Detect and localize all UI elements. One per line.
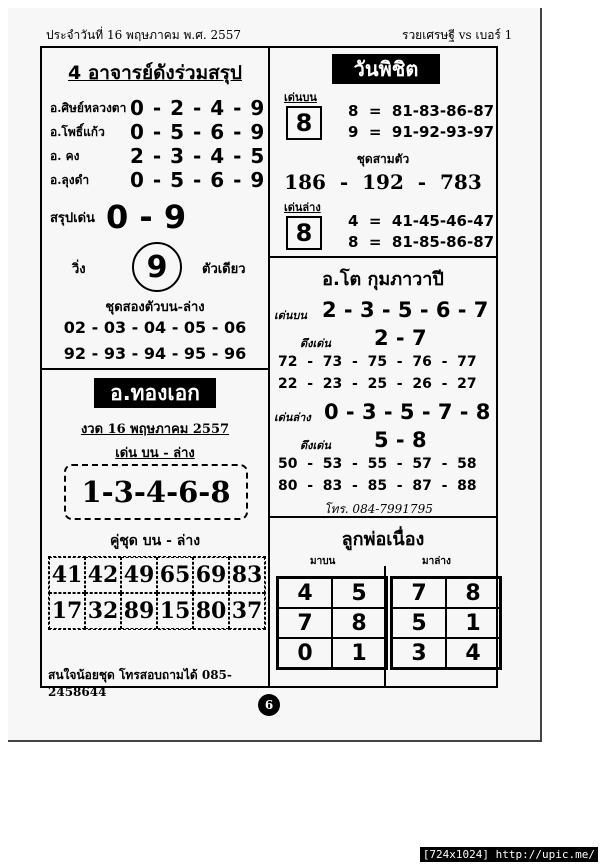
top-line-2: 9 = 91-92-93-97 (348, 123, 495, 141)
summary-label: สรุปเด่น (50, 210, 95, 226)
bottom-pick-label: ดึงเด่น (300, 439, 331, 452)
pairs-label: คู่ชุด บน - ล่าง (109, 533, 201, 549)
single-digit-circle (132, 242, 182, 292)
teacher-name: อ.ศิษย์หลวงตา (50, 100, 127, 115)
three-value: 186 - 192 - 783 (284, 170, 482, 194)
teacher-digits: 0 - 5 - 6 - 9 (130, 168, 266, 192)
right-mid-panel (268, 256, 498, 518)
right-bottom-title: ลูกพ่อเนื่อง (341, 529, 425, 550)
right-mid-title: อ.โต กุมภาวาปี (322, 269, 444, 290)
pair-cell: 83 (229, 557, 265, 593)
summary-value: 0 - 9 (106, 198, 187, 236)
pair-cell: 17 (49, 593, 85, 629)
grid-cell: 7 (392, 578, 446, 608)
grid-cell: 5 (332, 578, 386, 608)
right-label: มาล่าง (422, 556, 451, 567)
left-top-title: 4 อาจารย์ดังร่วมสรุป (68, 62, 242, 84)
pair-cell: 37 (229, 593, 265, 629)
pair-cell: 49 (121, 557, 157, 593)
teacher-digits: 2 - 3 - 4 - 5 (130, 144, 266, 168)
grid-cell: 8 (332, 608, 386, 638)
lead-label: เด่น บน - ล่าง (115, 446, 195, 461)
bottom-line-2: 8 = 81-85-86-87 (348, 233, 495, 251)
page-number: 6 (258, 694, 280, 716)
grid-cell: 1 (446, 608, 500, 638)
lead-value-box (64, 464, 248, 520)
grid-cell: 3 (392, 638, 446, 668)
right-bottom-panel (268, 516, 498, 688)
right-top-panel (268, 46, 498, 258)
bottom-row-2: 80 - 83 - 85 - 87 - 88 (278, 478, 477, 494)
left-bottom-panel (40, 368, 270, 699)
top-row-2: 22 - 23 - 25 - 26 - 27 (278, 376, 477, 392)
pairs-row-1: 02 - 03 - 04 - 05 - 06 (63, 318, 247, 337)
bottom-line-1: 4 = 41-45-46-47 (348, 212, 495, 230)
pair-cell: 89 (121, 593, 157, 629)
draw-date: งวด 16 พฤษภาคม 2557 (80, 422, 230, 437)
teacher-digits: 0 - 2 - 4 - 9 (130, 96, 266, 120)
right-grid (390, 576, 502, 670)
top-row-1: 72 - 73 - 75 - 76 - 77 (278, 354, 477, 370)
grid-cell: 8 (446, 578, 500, 608)
header-publication: รวยเศรษฐี vs เบอร์ 1 (402, 28, 513, 42)
summary-row (50, 198, 186, 236)
top-label: เด่นบน (274, 309, 307, 322)
teacher-row (50, 144, 265, 168)
teacher-row (50, 168, 265, 192)
bottom-pick: 5 - 8 (374, 428, 427, 452)
teacher-name: อ. คง (50, 148, 80, 163)
left-bottom-title: อ.ทองเอก (94, 378, 216, 408)
bottom-label: เด่นล่าง (274, 411, 311, 424)
bottom-box (286, 216, 322, 250)
lead-value: 1-3-4-6-8 (81, 475, 231, 509)
pairs-label: ชุดสองตัวบน-ล่าง (105, 300, 205, 315)
left-top-panel (40, 46, 270, 370)
pair-cell: 15 (157, 593, 193, 629)
top-box-value: 8 (295, 109, 313, 137)
pair-cell: 65 (157, 557, 193, 593)
top-box (286, 106, 322, 140)
grid-cell: 5 (392, 608, 446, 638)
bottom-box-value: 8 (295, 219, 313, 247)
teacher-row (50, 96, 265, 120)
bottom-row-1: 50 - 53 - 55 - 57 - 58 (278, 456, 477, 472)
pair-cell: 42 (85, 557, 121, 593)
phone: โทร. 084-7991795 (324, 502, 433, 516)
grid-cell: 4 (446, 638, 500, 668)
grid-cell: 1 (332, 638, 386, 668)
top-label: เด่นบน (284, 91, 317, 104)
three-label: ชุดสามตัว (356, 152, 410, 166)
single-value: 9 (146, 249, 168, 285)
grid-cell: 0 (278, 638, 332, 668)
pairs-grid (48, 556, 266, 630)
pair-cell: 80 (193, 593, 229, 629)
teacher-name: อ.ลุงดำ (50, 172, 90, 187)
grid-cell: 4 (278, 578, 332, 608)
pair-cell: 69 (193, 557, 229, 593)
grid-cell: 7 (278, 608, 332, 638)
image-host-footer: [724x1024] http://upic.me/ (420, 847, 598, 862)
top-line-1: 8 = 81-83-86-87 (348, 102, 495, 120)
top-pick-label: ดึงเด่น (300, 337, 331, 350)
pair-cell: 41 (49, 557, 85, 593)
teacher-row (50, 120, 265, 144)
teacher-name: อ.โพธิ์แก้ว (50, 124, 105, 139)
contact-line: สนใจน้อยชุด โทรสอบถามได้ 085-2458644 (48, 668, 232, 699)
right-top-title: วันพิชิต (332, 54, 440, 84)
run-label: วิ่ง (72, 262, 86, 277)
pairs-row-2: 92 - 93 - 94 - 95 - 96 (63, 344, 247, 363)
left-label: มาบน (310, 556, 336, 567)
left-grid (276, 576, 388, 670)
pair-cell: 32 (85, 593, 121, 629)
top-pick: 2 - 7 (374, 326, 427, 350)
bottom-digits: 0 - 3 - 5 - 7 - 8 (324, 400, 491, 424)
single-label: ตัวเดียว (202, 262, 246, 277)
header-date: ประจำวันที่ 16 พฤษภาคม พ.ศ. 2557 (46, 28, 242, 42)
bottom-label: เด่นล่าง (284, 201, 321, 214)
teacher-digits: 0 - 5 - 6 - 9 (130, 120, 266, 144)
top-digits: 2 - 3 - 5 - 6 - 7 (322, 298, 489, 322)
